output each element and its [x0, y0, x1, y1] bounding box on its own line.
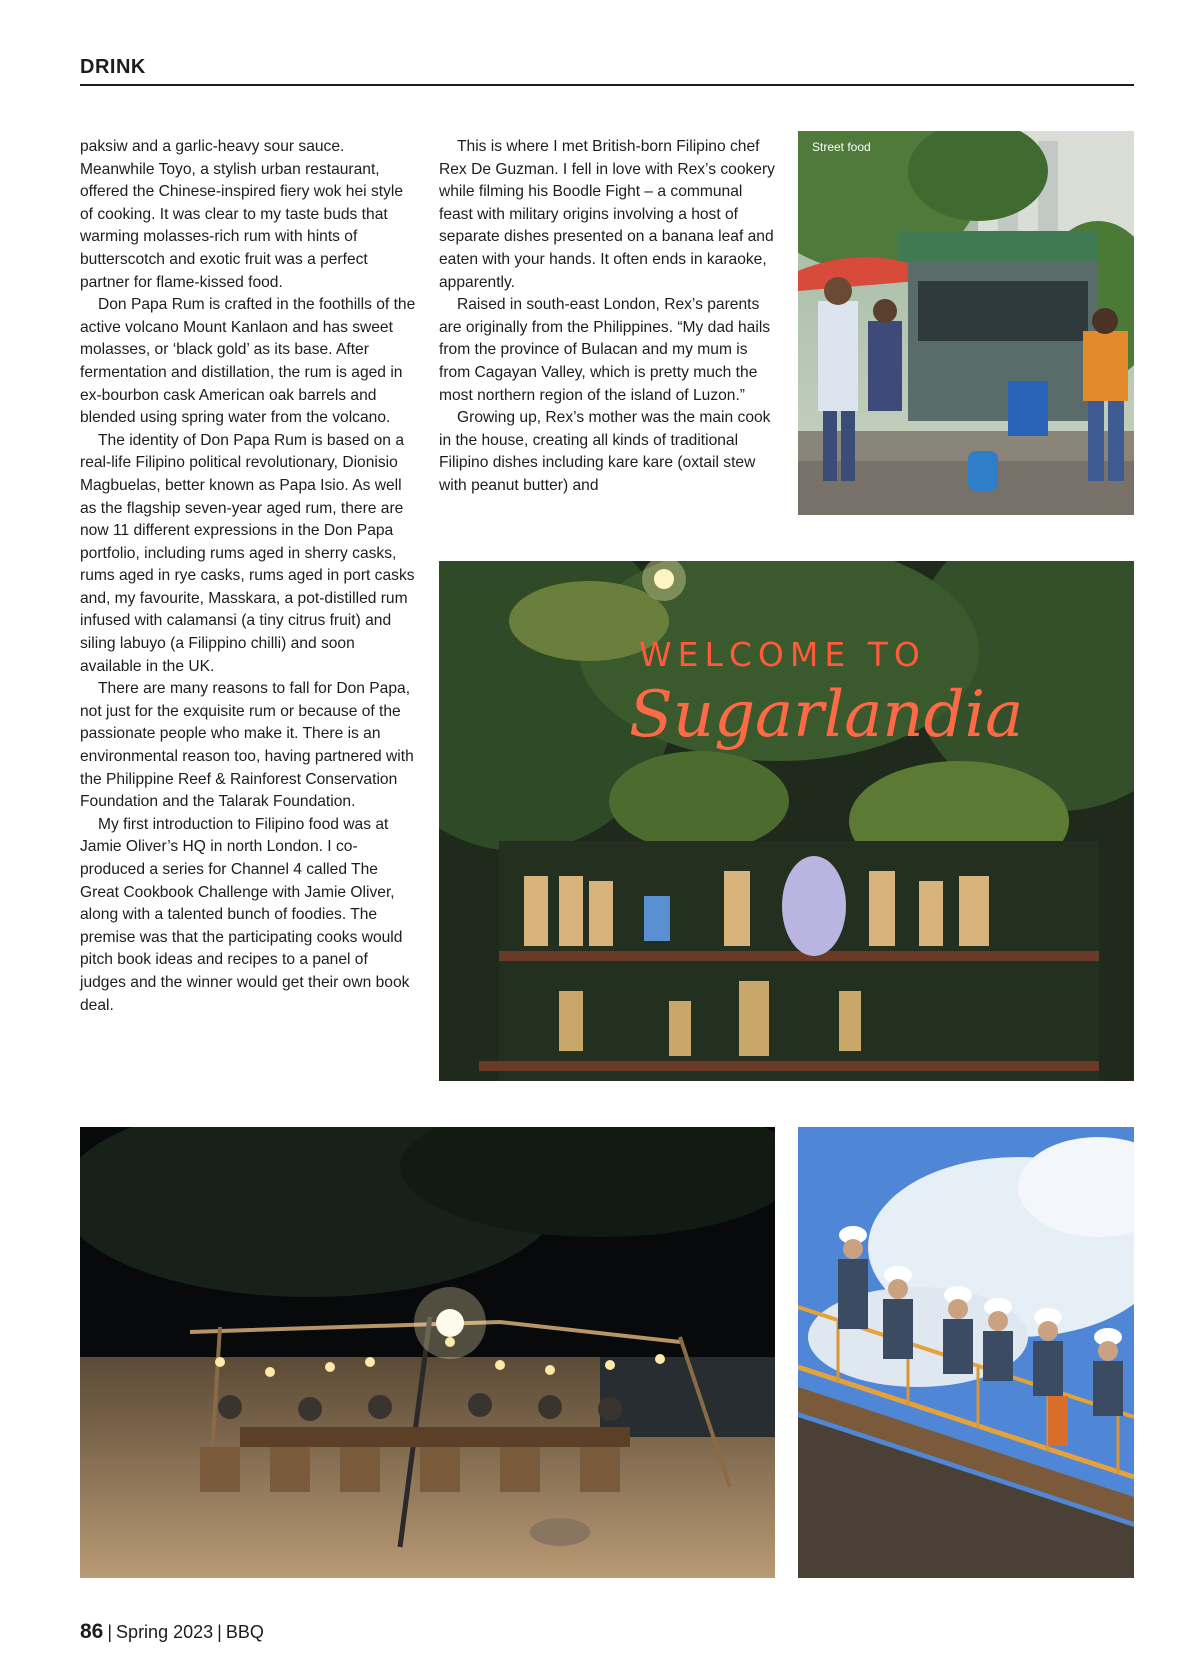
paragraph: My first introduction to Filipino food was at Jamie Oliver’s HQ in north London. I co-produced a series for Channel 4 called The Great Cookbook Challenge with Jamie Oliver, along with a talented bunch of foodies. The premise was that the participating cooks would pitch book ideas and recipes to a panel of judges and the winner would get their own book deal. — [80, 815, 410, 1014]
footer-separator: | — [107, 1622, 113, 1642]
magazine-name: BBQ — [225, 1622, 264, 1642]
footer-separator: | — [217, 1622, 222, 1642]
street-food-photo — [798, 131, 1134, 515]
paragraph: Raised in south-east London, Rex’s parents are originally from the Philippines. “My dad hails from the province of Bulacan and my mum is from Cagayan Valley, which is pretty much the most northern region of the island of Luzon.” — [439, 296, 771, 404]
bridge-group-photo — [798, 1127, 1134, 1578]
paragraph: There are many reasons to fall for Don Papa, not just for the exquisite rum or because of the passionate people who make it. There is an environmental reason too, having partnered with the Philippine Reef & Rainforest Conservation Foundation and the Talarak Foundation. — [80, 680, 414, 811]
page-footer — [80, 1620, 264, 1644]
section-label: DRINK — [80, 56, 146, 78]
sign-line-2: Sugarlandia — [629, 678, 1024, 752]
sugarlandia-photo — [439, 561, 1134, 1081]
article-column-1 — [80, 136, 418, 1017]
paragraph: The identity of Don Papa Rum is based on a real-life Filipino political revolutionary, Dionisio Magbuelas, better known as Papa Isio. As well as the flagship seven-year aged rum, there are now 11 different expressions in the Don Papa portfolio, including rums aged in sherry casks, rums aged in rye casks, rums aged in port casks and, my favourite, Masskara, a pot-distilled rum infused with calamansi (a tiny citrus fruit) and siling labuyo (a Filippino chilli) and soon available in the UK. — [80, 431, 415, 675]
page-number: 86 — [80, 1620, 104, 1643]
paragraph: paksiw and a garlic-heavy sour sauce. Meanwhile Toyo, a stylish urban restaurant, offered the Chinese-inspired fiery wok hei style of cooking. It was clear to my taste buds that warming molasses-rich rum with hints of butterscotch and exotic fruit was a perfect partner for flame-kissed food. — [80, 138, 404, 291]
issue-date: Spring 2023 — [116, 1622, 214, 1642]
header-rule — [80, 84, 1134, 86]
photo-caption: Street food — [812, 140, 871, 154]
paragraph: Don Papa Rum is crafted in the foothills of the active volcano Mount Kanlaon and has sweet molasses, or ‘black gold’ as its base. After fermentation and distillation, the rum is aged in ex-bourbon cask American oak barrels and blended using spring water from the volcano. — [80, 296, 416, 427]
beach-dinner-photo — [80, 1127, 775, 1578]
paragraph: This is where I met British-born Filipino chef Rex De Guzman. I fell in love with Rex’s cookery while filming his Boodle Fight – a communal feast with military origins involving a host of separate dishes presented on a banana leaf and eaten with your hands. It often ends in karaoke, apparently. — [439, 138, 775, 291]
article-column-2 — [439, 136, 777, 498]
sign-line-1: WELCOME TO — [639, 635, 926, 674]
paragraph: Growing up, Rex’s mother was the main cook in the house, creating all kinds of traditional Filipino dishes including kare kare (oxtail stew with peanut butter) and — [439, 409, 771, 494]
